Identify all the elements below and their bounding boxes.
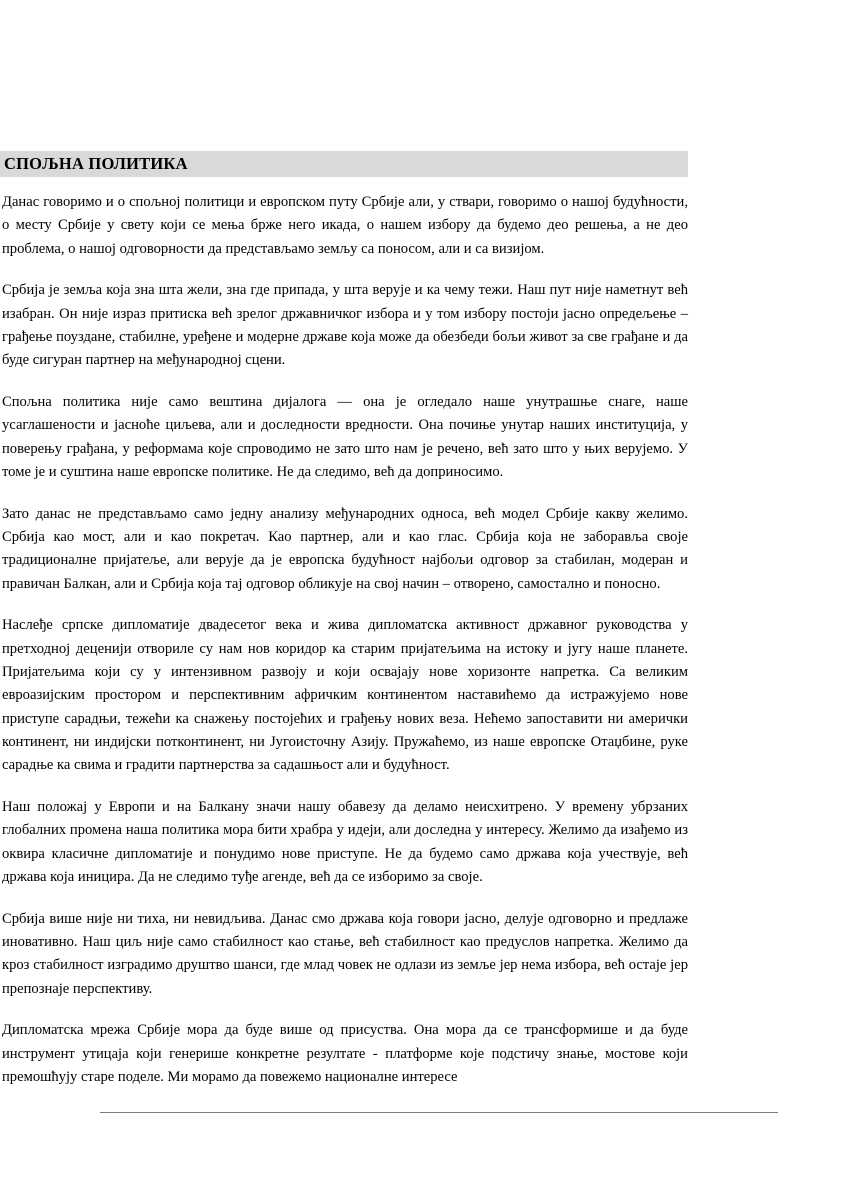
document-body xyxy=(2,191,688,1089)
paragraph: Спољна политика није само вештина дијалога — она је огледало наше унутрашње снаге, наше усаглашености и јасноће циљева, али и доследности вредности. Она почиње унутар наших институција, у поверењу грађана, у реформама које спроводимо не зато што нам је речено, већ зато што у њих верујемо. У томе је и суштина наше европске политике. Не да следимо, већ да доприносимо. xyxy=(2,394,688,480)
paragraph: Зато данас не представљамо само једну анализу међународних односа, већ модел Србије какву желимо. Србија као мост, али и као покретач. Као партнер, али и као глас. Србија која не заборавља своје традиционалне пријатеље, али верује да је европска будућност најбољи одговор за стабилан, модеран и правичан Балкан, али и Србија која тај одговор обликује на свој начин – отворено, самостално и поносно. xyxy=(2,505,688,592)
page-title: СПОЉНА ПОЛИТИКА xyxy=(0,151,688,177)
footer-separator-rule xyxy=(100,1112,778,1113)
paragraph: Наш положај у Европи и на Балкану значи нашу обавезу да деламо неисхитрено. У времену убрзаних глобалних промена наша политика мора бити храбра у идеји, али доследна у интересу. Желимо да изађемо из оквира класичне дипломатије и понудимо нове приступе. Не да будемо само држава која учествује, већ држава која иницира. Да не следимо туђе агенде, већ да се изборимо за своје. xyxy=(2,799,688,885)
paragraph: Србија је земља која зна шта жели, зна где припада, у шта верује и ка чему тежи. Наш пут није наметнут већ изабран. Он није израз притиска већ зрелог државничког избора и у том избору постоји јасно опредељење – грађење поуздане, стабилне, уређене и модерне државе која може да обезбеди бољи живот за све грађане и да буде сигуран партнер на међународној сцени. xyxy=(2,282,688,369)
paragraph: Наслеђе српске дипломатије двадесетог века и жива дипломатска активност државног руководства у претходној деценији отвориле су нам нов коридор ка старим пријатељима на истоку и југу наше планете. Пријатељима који су у интензивном развоју и који освајају нове хоризонте напретка. Са великим евроазијским простором и перспективним афричким континентом наставићемо да истражујемо нове приступе сарадњи, тежећи ка снажењу постојећих и грађењу нових веза. Нећемо запоставити ни амерички континент, ни индијски потконтинент, ни Југоисточну Азију. Пружаћемо, из наше европске Отаџбине, руке сарадње ка свима и градити партнерства за садашњост али и будућност. xyxy=(2,617,688,774)
paragraph: Данас говоримо и о спољној политици и европском путу Србије али, у ствари, говоримо о нашој будућности, о месту Србије у свету који се мења брже него икада, о нашем избору да будемо део решења, а не део проблема, о нашој одговорности да представљамо земљу са поносом, али и са визијом. xyxy=(2,194,688,257)
paragraph: Србија више није ни тиха, ни невидљива. Данас смо држава која говори јасно, делује одговорно и предлаже иновативно. Наш циљ није само стабилност као стање, већ стабилност као предуслов напретка. Желимо да кроз стабилност изградимо друштво шанси, где млад човек не одлази из земље јер нема избора, већ остаје јер препознаје перспективу. xyxy=(2,910,688,997)
paragraph: Дипломатска мрежа Србије мора да буде више од присуства. Она мора да се трансформише и да буде инструмент утицаја који генерише конкретне резултате - платформе које подстичу знање, мостове који премошћују старе поделе. Ми морамо да повежемо националне интересе xyxy=(2,1022,688,1085)
